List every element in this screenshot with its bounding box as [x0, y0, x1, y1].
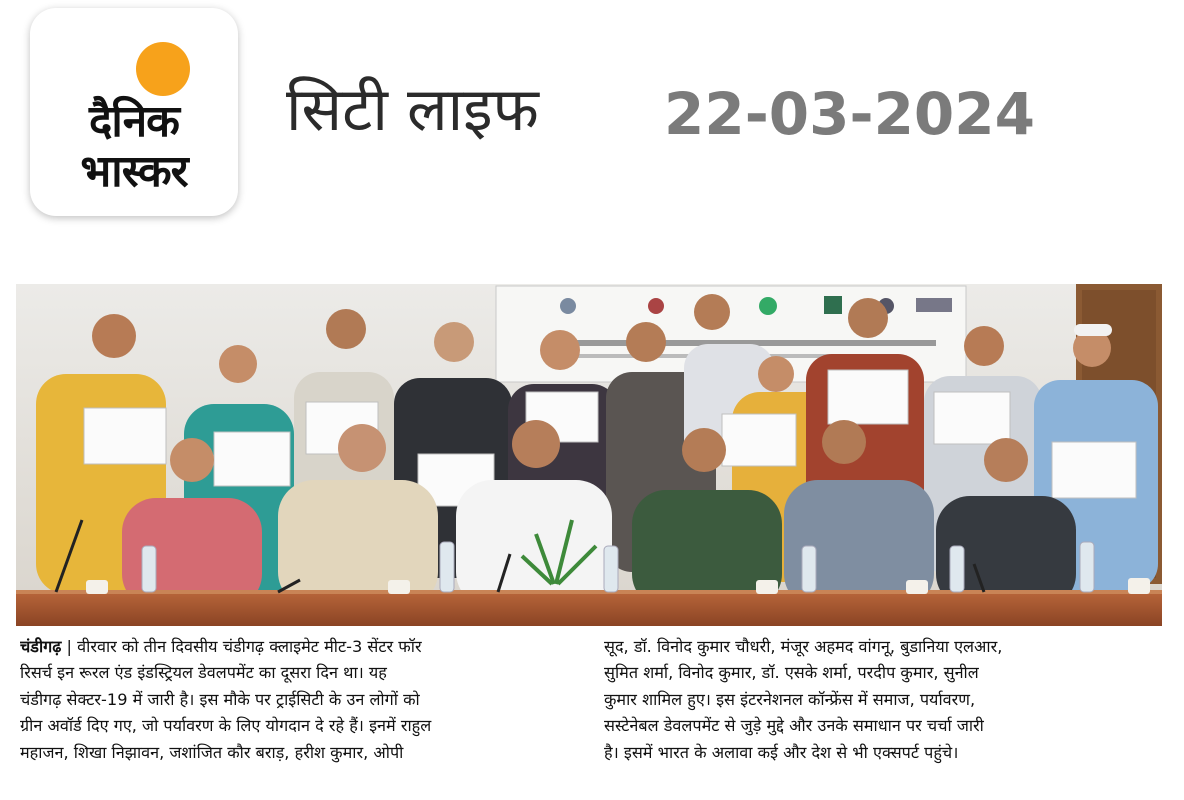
article-line: रिसर्च इन रूरल एंड इंडस्ट्रियल डेवलपमेंट का दूसरा दिन था। यह: [20, 663, 387, 683]
article-line: महाजन, शिखा निझावन, जशांजित कौर बराड़, हरीश कुमार, ओपी: [20, 742, 404, 762]
newspaper-logo: [30, 8, 238, 216]
news-article: [20, 634, 1164, 794]
award-ceremony-photo: [16, 284, 1162, 626]
article-line: सूद, डॉ. विनोद कुमार चौधरी, मंजूर अहमद वांगनू, बुडानिया एलआर,: [604, 637, 1003, 656]
article-line: [20, 634, 580, 660]
sun-icon: [136, 42, 190, 96]
article-line: सुमित शर्मा, विनोद कुमार, डॉ. एसके शर्मा, परदीप कुमार, सुनील: [604, 663, 979, 683]
article-line: ग्रीन अवॉर्ड दिए गए, जो पर्यावरण के लिए योगदान दे रहे हैं। इनमें राहुल: [20, 716, 432, 736]
article-line: सस्टेनेबल डेवलपमेंट से जुड़े मुद्दे और उनके समाधान पर चर्चा जारी: [604, 716, 984, 736]
article-line: है। इसमें भारत के अलावा कई और देश से भी एक्सपर्ट पहुंचे।: [604, 742, 959, 762]
article-line: कुमार शामिल हुए। इस इंटरनेशनल कॉन्फ्रेंस में समाज, पर्यावरण,: [604, 689, 976, 709]
section-title: सिटी लाइफ: [286, 75, 539, 145]
article-line-text: वीरवार को तीन दिवसीय चंडीगढ़ क्लाइमेट मीट-3 सेंटर फॉर: [77, 637, 422, 656]
article-line: चंडीगढ़ सेक्टर-19 में जारी है। इस मौके पर ट्राईसिटी के उन लोगों को: [20, 689, 420, 709]
logo-text-line1: दैनिक: [89, 96, 179, 147]
article-column-right: [604, 634, 1164, 766]
edition-date: 22-03-2024: [664, 80, 1035, 148]
dateline-separator: |: [66, 637, 72, 656]
article-column-left: [20, 634, 580, 766]
logo-text-line2: भास्कर: [80, 146, 188, 197]
dateline: चंडीगढ़: [20, 637, 62, 656]
